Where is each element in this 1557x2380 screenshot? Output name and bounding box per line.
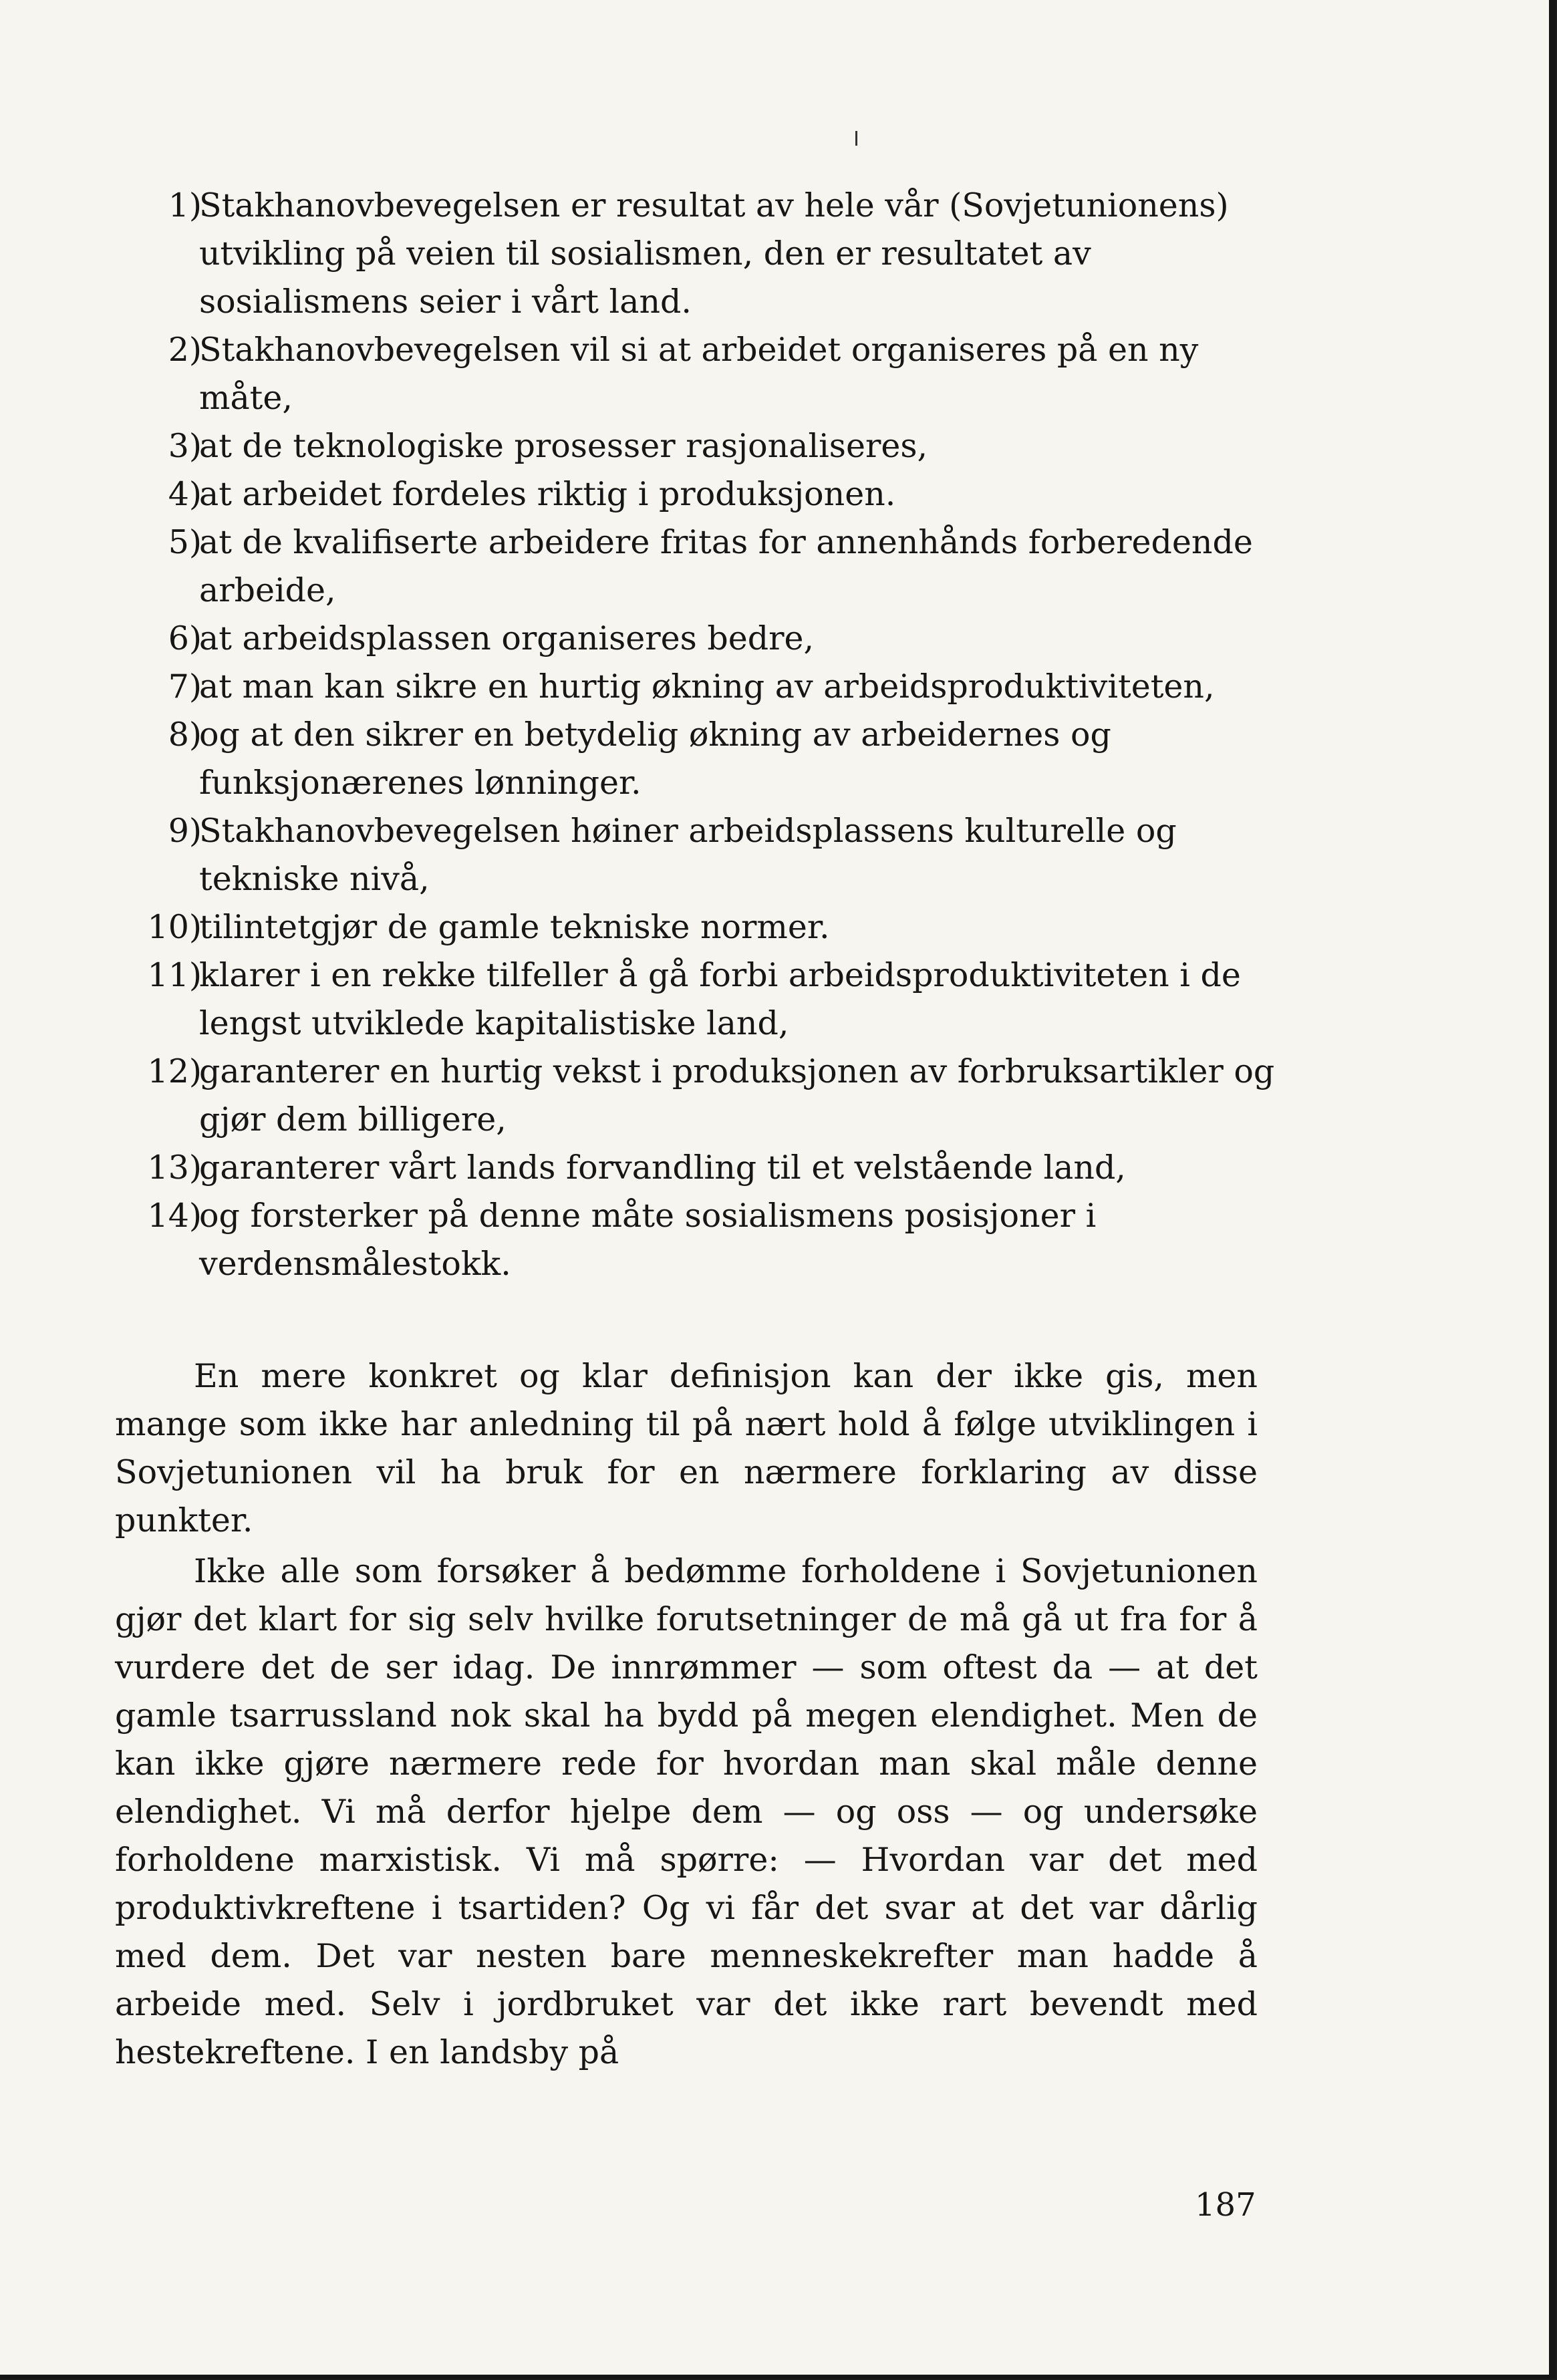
item-number: 8) xyxy=(168,716,202,754)
item-text: at de teknologiske prosesser rasjonaliseres, xyxy=(199,427,928,465)
list-item xyxy=(114,470,1276,518)
item-number: 11) xyxy=(147,956,202,994)
list-item xyxy=(114,518,1276,615)
numbered-list xyxy=(114,182,1276,1288)
item-text: og forsterker på denne måte sosialismens posisjoner i verdensmålestokk. xyxy=(199,1197,1097,1283)
item-number: 3) xyxy=(168,427,202,465)
item-number: 4) xyxy=(168,475,202,513)
item-number: 9) xyxy=(168,812,202,850)
item-text: at arbeidet fordeles riktig i produksjonen. xyxy=(199,475,896,513)
list-item xyxy=(114,903,1276,951)
item-text: klarer i en rekke tilfeller å gå forbi arbeidsproduktiviteten i de lengst utviklede kapitalistiske land, xyxy=(199,956,1241,1042)
item-number: 5) xyxy=(168,523,202,561)
item-number: 13) xyxy=(147,1149,202,1187)
paragraph-definition: En mere konkret og klar definisjon kan der ikke gis, men mange som ikke har anledning til på nært hold å følge utviklingen i Sovjetunionen vil ha bruk for en nærmere forklaring av disse punkter. xyxy=(115,1357,1258,1539)
list-item xyxy=(114,326,1276,422)
list-item xyxy=(114,663,1276,711)
list-item xyxy=(114,615,1276,663)
item-text: garanterer vårt lands forvandling til et velstående land, xyxy=(199,1149,1126,1187)
item-number: 2) xyxy=(168,331,202,369)
item-number: 1) xyxy=(168,186,202,225)
item-number: 14) xyxy=(147,1197,202,1235)
item-number: 7) xyxy=(168,667,202,706)
item-text: og at den sikrer en betydelig økning av arbeidernes og funksjonærenes lønninger. xyxy=(199,716,1111,802)
list-item xyxy=(114,422,1276,470)
ink-mark xyxy=(855,131,857,146)
item-number: 6) xyxy=(168,619,202,657)
item-text: Stakhanovbevegelsen høiner arbeidsplassens kulturelle og tekniske nivå, xyxy=(199,812,1177,898)
list-item xyxy=(114,951,1276,1048)
paragraph-soviet-conditions: Ikke alle som forsøker å bedømme forholdene i Sovjetunionen gjør det klart for sig selv hvilke forutsetninger de må gå ut fra for å vurdere det de ser idag. De innrømmer — som oftest da — at det gamle tsarrussland nok skal ha bydd på megen elendighet. Men de kan ikke gjøre nærmere rede for hvordan man skal måle denne elendighet. Vi må derfor hjelpe dem — og oss — og undersøke forholdene marxistisk. Vi må spørre: — Hvordan var det med produktivkreftene i tsartiden? Og vi får det svar at det var dårlig med dem. Det var nesten bare menneskekrefter man hadde å arbeide med. Selv i jordbruket var det ikke rart bevendt med hestekreftene. I en landsby på xyxy=(115,1552,1258,2071)
list-item xyxy=(114,1192,1276,1288)
item-text: Stakhanovbevegelsen er resultat av hele vår (Sovjetunionens) utvikling på veien til sosialismen, den er resultatet av sosialismens seier i vårt land. xyxy=(199,186,1229,321)
list-item xyxy=(114,1048,1276,1144)
list-item xyxy=(114,807,1276,903)
list-item xyxy=(114,1144,1276,1192)
item-text: at man kan sikre en hurtig økning av arbeidsproduktiviteten, xyxy=(199,667,1215,706)
item-text: garanterer en hurtig vekst i produksjonen av forbruksartikler og gjør dem billigere, xyxy=(199,1052,1275,1139)
item-text: Stakhanovbevegelsen vil si at arbeidet organiseres på en ny måte, xyxy=(199,331,1199,417)
list-item xyxy=(114,711,1276,807)
list-item xyxy=(114,182,1276,326)
item-number: 12) xyxy=(147,1052,202,1090)
item-number: 10) xyxy=(147,908,202,946)
item-text: tilintetgjør de gamle tekniske normer. xyxy=(199,908,830,946)
item-text: at arbeidsplassen organiseres bedre, xyxy=(199,619,815,657)
page-number: 187 xyxy=(1195,2186,1256,2224)
item-text: at de kvalifiserte arbeidere fritas for annenhånds forberedende arbeide, xyxy=(199,523,1253,609)
